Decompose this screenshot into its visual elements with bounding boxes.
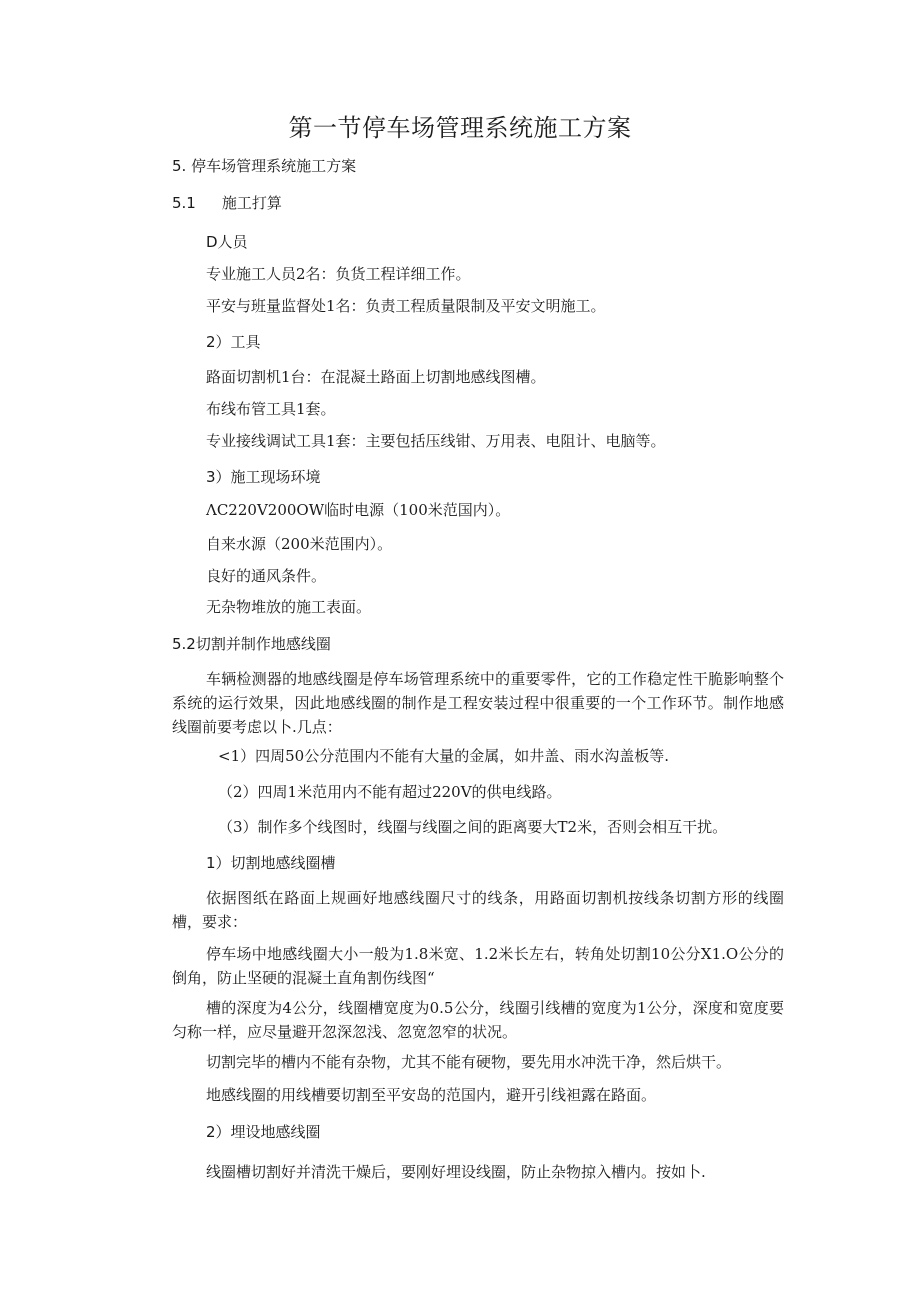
environment-item-3: 良好的通风条件。 [206, 567, 327, 585]
bury-heading: 2）埋设地感线圈 [206, 1123, 321, 1141]
cut-paragraph-1: 依据图纸在路面上规画好地感线圈尺寸的线条，用路面切割机按线条切割方形的线圈槽，要求： [172, 889, 784, 931]
cut-paragraph-2: 停车场中地感线圈大小一般为1.8米宽、1.2米长左右，转角处切割10公分X1.O公分的倒角，防止坚硬的混凝土直角割伤线图“ [172, 945, 784, 987]
cut-paragraph-3: 槽的深度为4公分，线圈槽宽度为0.5公分，线圈引线槽的宽度为1公分，深度和宽度要匀称一样，应尽量避开忽深忽浅、忽宽忽窄的状况。 [172, 999, 784, 1041]
tools-item-1: 路面切割机1台：在混凝土路面上切割地感线图槽。 [206, 368, 546, 386]
environment-heading: 3）施工现场环境 [206, 468, 321, 486]
cut-paragraph-5: 地感线圈的用线槽要切割至平安岛的范国内，避开引线袒露在路面。 [206, 1086, 657, 1104]
point-1: <1）四周50公分范围内不能有大量的金属，如井盖、雨水沟盖板等. [218, 747, 669, 765]
section-5-1-title: 施工打算 [221, 194, 282, 212]
people-item-1: 专业施工人员2名：负货工程详细工作。 [206, 265, 471, 283]
section-5-heading: 5. 停车场管理系统施工方案 [172, 157, 357, 175]
section-5-1-number: 5.1 [172, 194, 196, 212]
point-3: （3）制作多个线图时，线圈与线圈之间的距离要大T2米，否则会相互干扰。 [218, 818, 728, 836]
people-item-2: 平安与班量监督处1名：负责工程质量限制及平安文明施工。 [206, 297, 606, 315]
section-5-1-heading [172, 193, 282, 213]
tools-heading: 2）工具 [206, 333, 261, 351]
environment-item-1: ΛC220V200OW临时电源（100米范国内）。 [206, 501, 511, 519]
environment-item-4: 无杂物堆放的施工表面。 [206, 598, 372, 616]
section-5-2-heading: 5.2切割并制作地感线圈 [172, 635, 331, 653]
people-heading: D人员 [206, 233, 248, 251]
point-2: （2）四周1米范用内不能有超过220V的供电线路。 [218, 783, 562, 801]
tools-item-3: 专业接线调试工具1套：主要包括压线钳、万用表、电阻计、电脑等。 [206, 432, 666, 450]
tools-item-2: 布线布管工具1套。 [206, 400, 336, 418]
bury-paragraph: 线圈槽切割好并清洗干燥后，要刚好埋设线圈，防止杂物掠入槽内。按如卜. [206, 1163, 706, 1181]
section-5-2-paragraph: 车辆检测器的地感线圈是停车场管理系统中的重要零件，它的工作稳定性干脆影响整个系统的运行效果，因此地感线圈的制作是工程安装过程中很重要的一个工作环节。制作地感线圈前要考虑以卜.几点： [172, 670, 784, 736]
page-title: 第一节停车场管理系统施工方案 [288, 114, 632, 142]
environment-item-2: 自来水源（200米范围内）。 [206, 535, 393, 553]
cut-paragraph-4: 切割完毕的槽内不能有杂物，尤其不能有硬物，要先用水冲洗干净，然后烘干。 [206, 1053, 732, 1071]
cut-heading: 1）切割地感线圈槽 [206, 854, 336, 872]
